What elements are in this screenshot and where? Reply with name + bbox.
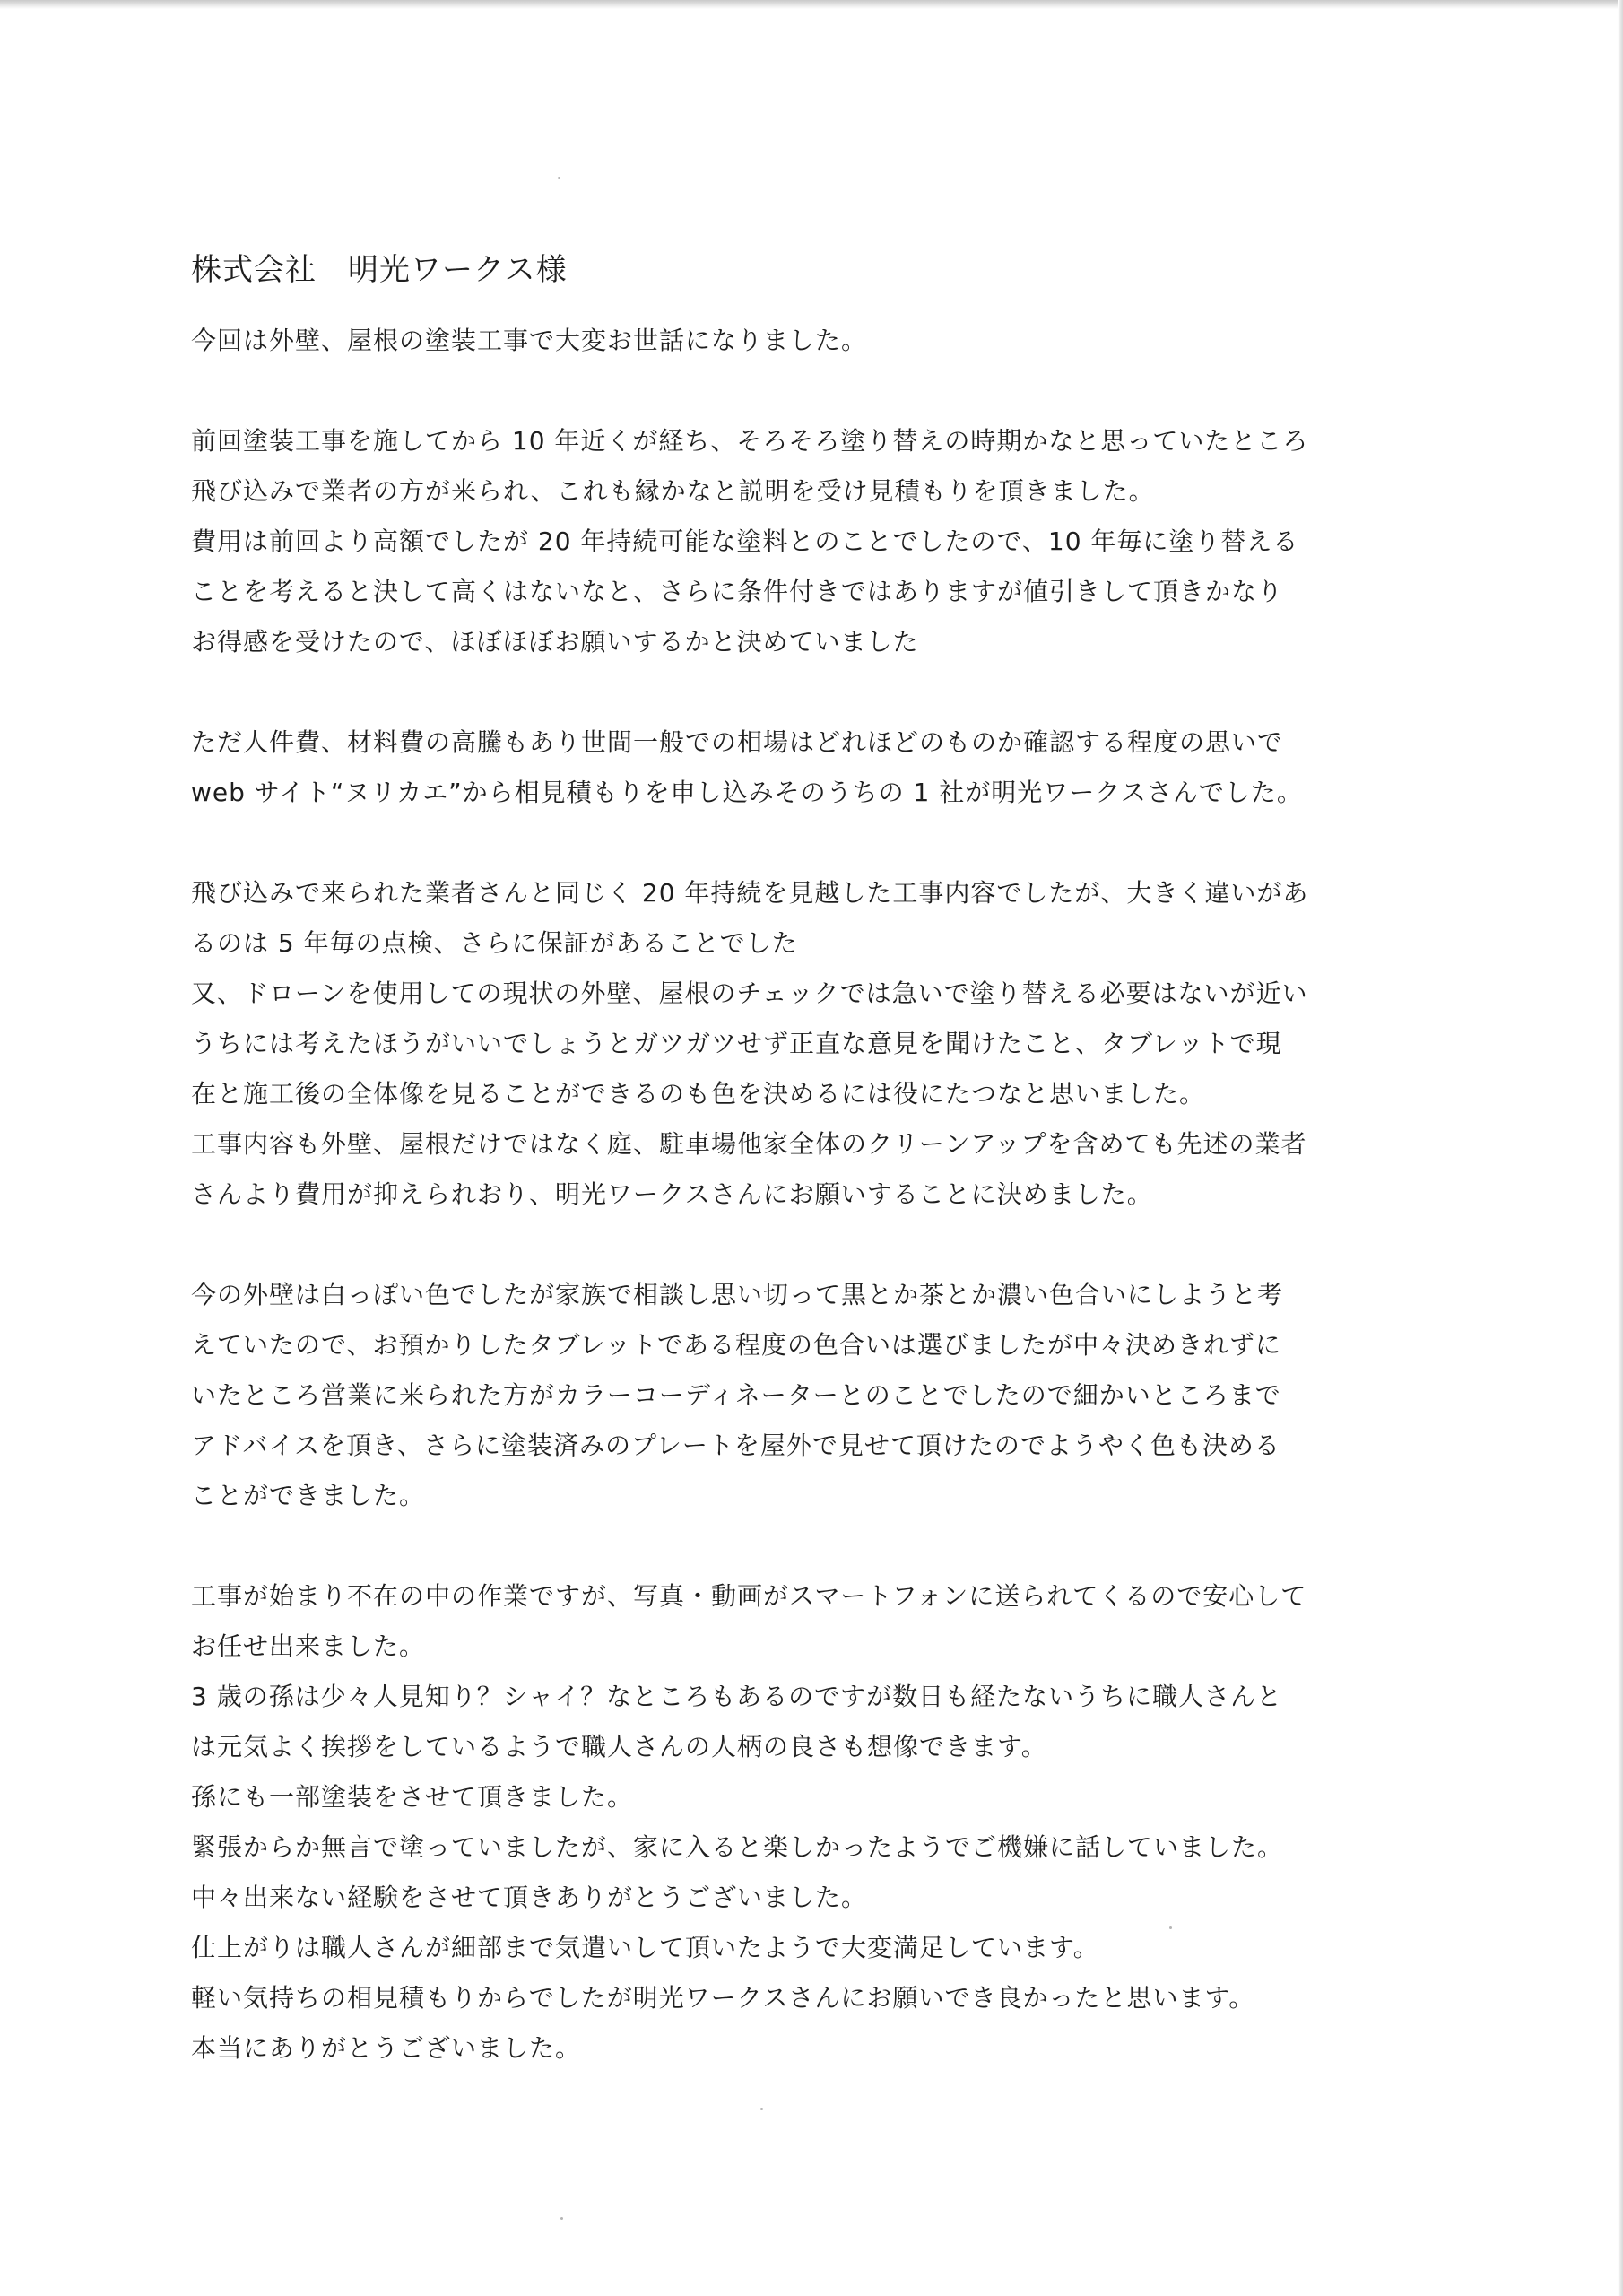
letter-line: 飛び込みで業者の方が来られ、これも縁かなと説明を受け見積もりを頂きました。 [191,476,1155,506]
addressee-heading: 株式会社 明光ワークス様 [191,252,568,288]
letter-line: 今の外壁は白っぽい色でしたが家族で相談し思い切って黒とか茶とか濃い色合いにしようと考 [191,1280,1284,1309]
letter-body [191,242,1446,2124]
letter-line: うちには考えたほうがいいでしょうとガツガツせず正直な意見を聞けたこと、タブレットで現 [191,1029,1282,1058]
letter-line: 孫にも一部塗装をさせて頂きました。 [191,1782,634,1812]
scan-speck [560,2217,563,2220]
scan-right-edge [1618,0,1623,2296]
letter-line: いたところ営業に来られた方がカラーコーディネーターとのことでしたので細かいところまで [191,1380,1281,1410]
letter-line: 又、ドローンを使用しての現状の外壁、屋根のチェックでは急いで塗り替える必要はないが近い [191,978,1308,1008]
letter-line: 前回塗装工事を施してから 10 年近くが経ち、そろそろ塗り替えの時期かなと思っていたところ [191,426,1309,456]
letter-line: 在と施工後の全体像を見ることができるのも色を決めるには役にたつなと思いました。 [191,1079,1206,1109]
letter-line: お得感を受けたので、ほぼほぼお願いするかと決めていました [191,627,919,657]
letter-paragraph [191,1270,1446,1521]
letter-paragraph [191,1571,1446,2074]
scan-top-edge [0,0,1623,9]
letter-line: お任せ出来ました。 [191,1631,426,1661]
letter-line: 仕上がりは職人さんが細部まで気遣いして頂いたようで大変満足しています。 [191,1933,1099,1962]
letter-paragraph [191,718,1446,818]
letter-line: 今回は外壁、屋根の塗装工事で大変お世話になりました。 [191,326,868,355]
letter-line: ことができました。 [191,1481,426,1510]
letter-line: 飛び込みで来られた業者さんと同じく 20 年持続を見越した工事内容でしたが、大きく違いがあ [191,878,1309,908]
letter-line: 本当にありがとうございました。 [191,2033,582,2063]
letter-line: web サイト“ヌリカエ”から相見積もりを申し込みそのうちの 1 社が明光ワークスさんでした。 [191,778,1303,807]
letter-line: えていたので、お預かりしたタブレットである程度の色合いは選びましたが中々決めきれずに [191,1330,1282,1360]
letter-paragraphs [191,316,1446,2074]
letter-line: 工事が始まり不在の中の作業ですが、写真・動画がスマートフォンに送られてくるので安心して [191,1581,1307,1611]
letter-paragraph [191,868,1446,1220]
letter-line: 緊張からか無言で塗っていましたが、家に入ると楽しかったようでご機嫌に話していました。 [191,1832,1284,1862]
letter-line: アドバイスを頂き、さらに塗装済みのプレートを屋外で見せて頂けたのでようやく色も決める [191,1431,1280,1460]
letter-paragraph [191,416,1446,667]
letter-line: ことを考えると決して高くはないなと、さらに条件付きではありますが値引きして頂きかなり [191,577,1284,606]
letter-line: 費用は前回より高額でしたが 20 年持続可能な塗料とのことでしたので、10 年毎に塗り替える [191,526,1299,556]
letter-line: るのは 5 年毎の点検、さらに保証があることでした [191,928,798,958]
scan-speck [558,177,560,179]
letter-line: 軽い気持ちの相見積もりからでしたが明光ワークスさんにお願いでき良かったと思います。 [191,1983,1255,2013]
letter-line: 工事内容も外壁、屋根だけではなく庭、駐車場他家全体のクリーンアップを含めても先述の業者 [191,1129,1307,1159]
letter-line: さんより費用が抑えられおり、明光ワークスさんにお願いすることに決めました。 [191,1179,1153,1209]
letter-line: 3 歳の孫は少々人見知り？シャイ？なところもあるのですが数日も経たないうちに職人さんと [191,1682,1283,1711]
letter-line: は元気よく挨拶をしているようで職人さんの人柄の良さも想像できます。 [191,1732,1047,1761]
letter-line: 中々出来ない経験をさせて頂きありがとうございました。 [191,1883,868,1912]
letter-line: ただ人件費、材料費の高騰もあり世間一般での相場はどれほどのものか確認する程度の思いで [191,727,1284,757]
letter-paragraph [191,316,1446,366]
